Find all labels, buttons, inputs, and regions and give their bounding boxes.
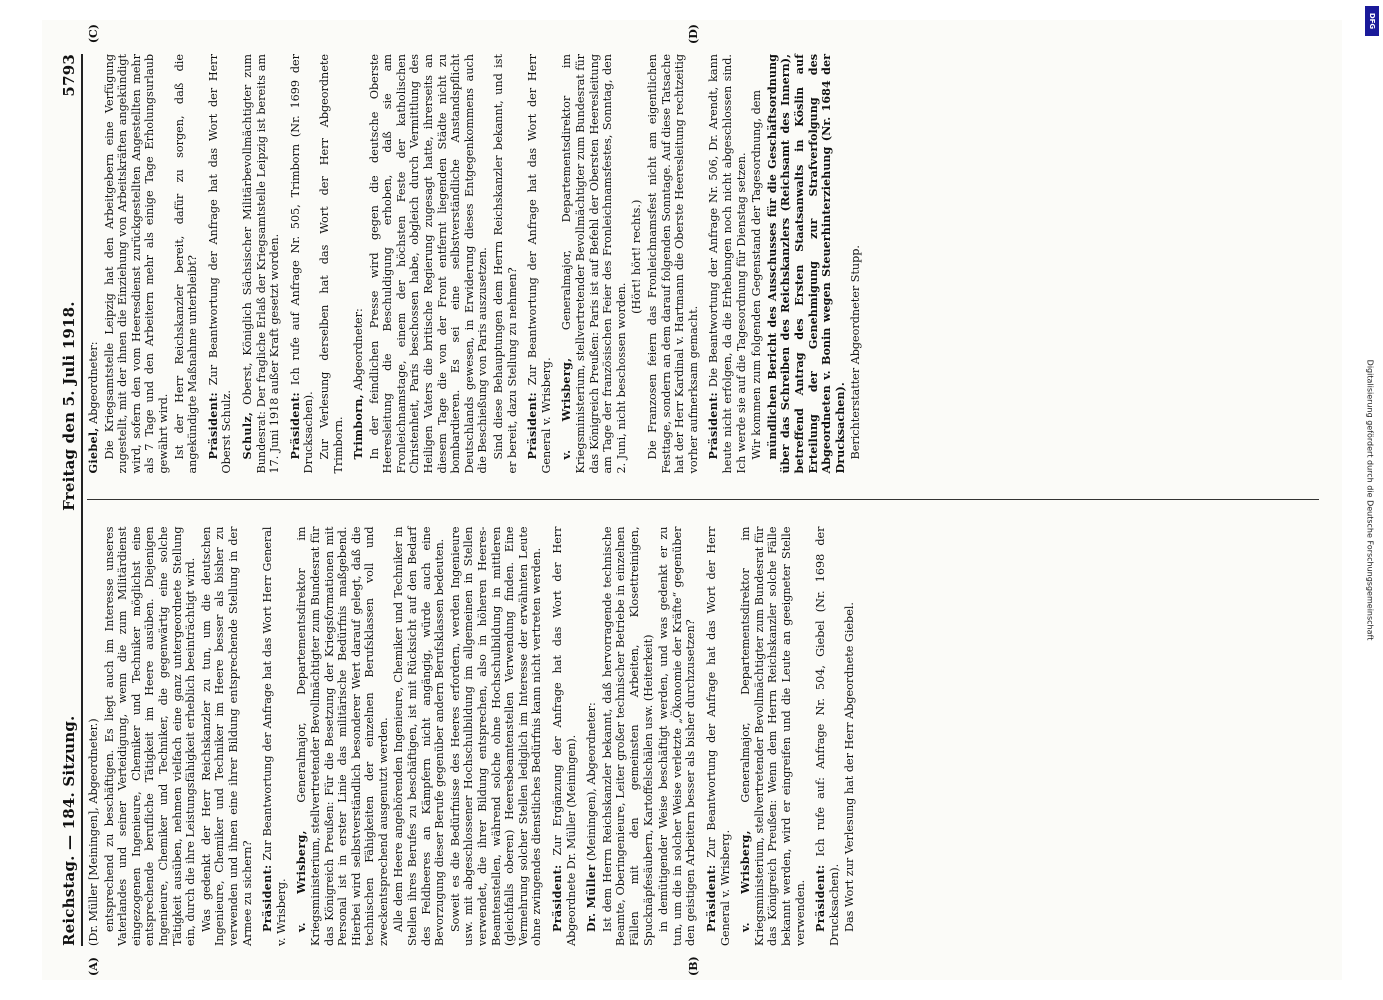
speech-text: Zur Ergänzung der Anfrage hat das Wort der Herr Abgeordnete Dr. Müller (Meiningen). xyxy=(550,526,578,946)
speaker-name: Schulz, xyxy=(239,411,254,460)
marker-a: (A) xyxy=(86,957,100,976)
speech-text: Ich rufe auf: Anfrage Nr. 504, Giebel (Nr. 1698 der Drucksachen). xyxy=(813,526,841,946)
speaker-name: v. Wrisberg, xyxy=(558,357,573,460)
paragraph: Soweit es die Bedürfnisse des Heeres erfordern, werden Ingenieure usw. mit abgeschlossener Hochschulbildung im allgemeinen in Stellen verwendet, die ihrer Bildung entsprechen, also in höheren Heeres-Beamtenstellen, während solche ohne Hochschulbildung in mittleren (gleichfalls oberen) Heeresbeamtenstellen Verwendung finden. Eine Vermehrung solcher Stellen lediglich im Interesse der erwähnten Leute ohne zwingendes dienstliches Bedürfnis kann nicht vertreten werden. xyxy=(448,526,543,946)
digitization-credit xyxy=(1363,14,1377,986)
right-column xyxy=(85,24,1319,474)
speaker-name: Präsident: xyxy=(703,864,718,932)
speech-text: Zur Beantwortung der Anfrage hat das Wort Herr General v. Wrisberg. xyxy=(260,526,288,946)
agenda-item: mündlichen Bericht des Ausschusses für die Geschäftsordnung über das Schreiben des Reichskanzlers (Reichsamt des Innern), betreffend Antrag des Ersten Staatsanwalts in Köslin auf Erteilung der Genehmigung zur Strafverfolgung des Abgeordneten v. Bonin wegen Steuerhinterziehung (Nr. 1684 der Drucksachen). xyxy=(764,54,847,474)
paragraph: Das Wort zur Verlesung hat der Herr Abgeordnete Giebel. xyxy=(842,602,856,932)
speech-text: Abgeordneter: xyxy=(86,341,100,424)
speaker-name: Dr. Müller xyxy=(583,864,598,932)
interjection: (Hört! hört! rechts.) xyxy=(629,199,643,314)
marker-c: (C) xyxy=(86,24,100,44)
speaker-name: Präsident: xyxy=(812,864,827,932)
speech-text: Generalmajor, Departementsdirektor im Kriegsministerium, stellvertretender Bevollmächtigter zum Bundesrat für das Königreich Preußen: Paris ist auf Befehl der Obersten Heeresleitung am Tage der französischen Feier des Fronleichnamsfestes, Sonntag, den 2. Juni, nicht beschossen worden. xyxy=(559,53,628,474)
speech-text: Zur Beantwortung der Anfrage hat das Wort der Herr General v. Wrisberg. xyxy=(525,54,553,474)
speaker-name: Präsident: xyxy=(287,392,302,460)
paragraph: Wir kommen zum folgenden Gegenstand der Tagesordnung, dem xyxy=(749,89,763,460)
rotated-document-page xyxy=(42,20,1342,980)
speech-text: Die Beantwortung der Anfrage Nr. 506, Dr. Arendt, kann heute nicht erfolgen, da die Erhebungen noch nicht abgeschlossen sind. Ich werde sie auf die Tagesordnung für Dienstag setzen. xyxy=(706,54,748,474)
marker-d: (D) xyxy=(686,24,700,44)
speaker-name: Präsident: xyxy=(524,392,539,460)
speech-text: Oberst, Königlich Sächsischer Militärbevollmächtigter zum Bundesrat: Der fragliche Erlaß der Kriegsamtstelle Leipzig ist bereits am 17. Juni 1918 außer Kraft gesetzt worden. xyxy=(240,53,281,474)
paragraph: In der feindlichen Presse wird gegen die deutsche Oberste Heeresleitung die Beschuldigung erhoben, daß sie am Fronleichnamstage, einem der höchsten Feste der katholischen Christenheit, Paris beschossen habe, obgleich durch Vermittlung des Heiligen Vaters die britische Regierung zugesagt hatte, ihrerseits an diesem Tage die von der Front entfernt liegenden Städte nicht zu bombardieren. Es sei eine selbstverständliche Anstandspflicht Deutschlands gewesen, in Erwiderung dieses Entgegenkommens auch die Beschießung von Paris auszusetzen. xyxy=(367,54,489,474)
dfg-logo xyxy=(1365,6,1379,36)
left-column xyxy=(86,526,1319,976)
paragraph: in demütigender Weise beschäftigt werden, und was gedenkt er zu tun, um die in solcher Weise verletzte „Ökonomie der Kräfte“ gegenüber den geistigen Arbeitern besser als bisher durchzusetzen? xyxy=(656,526,697,946)
running-head: (Dr. Müller [Meiningen], Abgeordneter.) xyxy=(86,718,100,946)
speech-text: Generalmajor, Departementsdirektor im Kriegsministerium, stellvertretender Bevollmächtigter zum Bundesrat für das Königreich Preußen: Wenn dem Herrn Reichskanzler solche Fälle bekannt werden, wird er eingreifen und die Leute an geeigneter Stelle verwenden. xyxy=(738,526,806,946)
speaker-name: Trimborn, xyxy=(350,394,365,460)
paragraph: Sind diese Behauptungen dem Herrn Reichskanzler bekannt, und ist er bereit, dazu Stellung zu nehmen? xyxy=(491,54,519,474)
paragraph: Was gedenkt der Herr Reichskanzler zu tun, um die deutschen Ingenieure, Chemiker und Techniker im Heere besser als bisher zu verwenden und ihnen eine ihrer Bildung entsprechende Stellung in der Armee zu sichern? xyxy=(199,526,254,946)
speech-text: Abgeordneter: xyxy=(351,308,365,391)
page-number: 5793 xyxy=(59,54,78,97)
credit-text: Digitalisierung gefördert durch die Deutsche Forschungsgemeinschaft xyxy=(1365,359,1375,641)
column-divider xyxy=(87,500,1319,501)
paragraph: Ist der Herr Reichskanzler bereit, dafür zu sorgen, daß die angekündigte Maßnahme unterbleibt? xyxy=(172,54,199,474)
speaker-name: v. Wrisberg, xyxy=(293,830,308,932)
paragraph: Alle dem Heere angehörenden Ingenieure, Chemiker und Techniker in Stellen ihres Berufes zu beschäftigen, ist mit Rücksicht auf den Bedarf des Feldheeres an Kämpfern nicht angängig, würde auch eine Bevorzugung dieser Berufe gegenüber andern Berufsklassen bedeuten. xyxy=(391,526,446,946)
marker-b: (B) xyxy=(686,956,700,976)
speaker-name: Präsident: xyxy=(705,392,720,460)
paragraph: Die Franzosen feiern das Fronleichnamsfest nicht am eigentlichen Festtage, sondern an dem darauf folgenden Sonntage. Auf diese Tatsache hat der Herr Kardinal v. Hartmann die Oberste Heeresleitung rechtzeitig vorher aufmerksam gemacht. xyxy=(645,54,700,474)
speech-text: (Meiningen), Abgeordneter: xyxy=(584,702,598,862)
speech-text: Zur Beantwortung der Anfrage hat das Wort der Herr Oberst Schulz. xyxy=(206,54,233,474)
speaker-name: Präsident: xyxy=(549,864,564,932)
paragraph: Ist dem Herrn Reichskanzler bekannt, daß hervorragende technische Beamte, Oberingenieure, Leiter großer technischer Betriebe in einzelnen Fällen mit den gemeinsten Arbeiten, Klosettreinigen, Spucknäpfesäubern, Kartoffelschälen usw. (Heiterkeit) xyxy=(600,526,655,946)
header-date: Freitag den 5. Juli 1918. xyxy=(59,301,78,511)
speaker-name: v. Wrisberg, xyxy=(737,830,752,932)
speaker-name: Präsident: xyxy=(205,392,220,460)
speech-text: Ich rufe auf Anfrage Nr. 505, Trimborn (Nr. 1699 der Drucksachen). xyxy=(288,53,315,474)
speech-text: Generalmajor, Departementsdirektor im Kriegsministerium, stellvertretender Bevollmächtigter zum Bundesrat für das Königreich Preußen: Für die Besetzung der Kriegsformationen mit Personal ist in erster Linie das militärische Bedürfnis maßgebend. Hierbei wird selbstverständlich besonderer Wert darauf gelegt, daß die technischen Fähigkeiten der einzelnen Berufsklassen voll und zweckentsprechend ausgenutzt werden. xyxy=(294,526,390,946)
speaker-name: Giebel, xyxy=(85,427,100,474)
page-header xyxy=(60,54,83,946)
paragraph: Zur Verlesung derselben hat das Wort der Herr Abgeordnete Trimborn. xyxy=(317,54,344,474)
header-left: Reichstag. — 184. Sitzung. xyxy=(59,715,78,946)
paragraph: Berichterstatter Abgeordneter Stupp. xyxy=(848,245,862,460)
paragraph: Die Kriegsamtstelle Leipzig hat den Arbeitgebern eine Verfügung zugestellt, mit der ihnen die Einziehung von Arbeitskräften angekündigt wird, sofern den vom Heeresdienst zurückgestellten Angestellten mehr als 7 Tage und den Arbeitern mehr als einige Tage Erholungsurlaub gewährt wird. xyxy=(102,54,170,474)
speaker-name: Präsident: xyxy=(259,864,274,932)
dfg-logo-text: DFG xyxy=(1368,12,1376,30)
speech-text: Zur Beantwortung der Anfrage hat das Wort der Herr General v. Wrisberg. xyxy=(704,526,732,946)
paragraph: entsprechend zu beschäftigen. Es liegt auch im Interesse unseres Vaterlandes und seiner Verteidigung, wenn die zum Militärdienst eingezogenen Ingenieure, Chemiker und Techniker möglichst eine entsprechende berufliche Tätigkeit im Heere ausüben. Diejenigen Ingenieure, Chemiker und Techniker, die gegenwärtig eine solche Tätigkeit ausüben, nehmen vielfach eine ganz untergeordnete Stellung ein, durch die ihre Leistungsfähigkeit erheblich beeinträchtigt wird. xyxy=(102,526,197,946)
